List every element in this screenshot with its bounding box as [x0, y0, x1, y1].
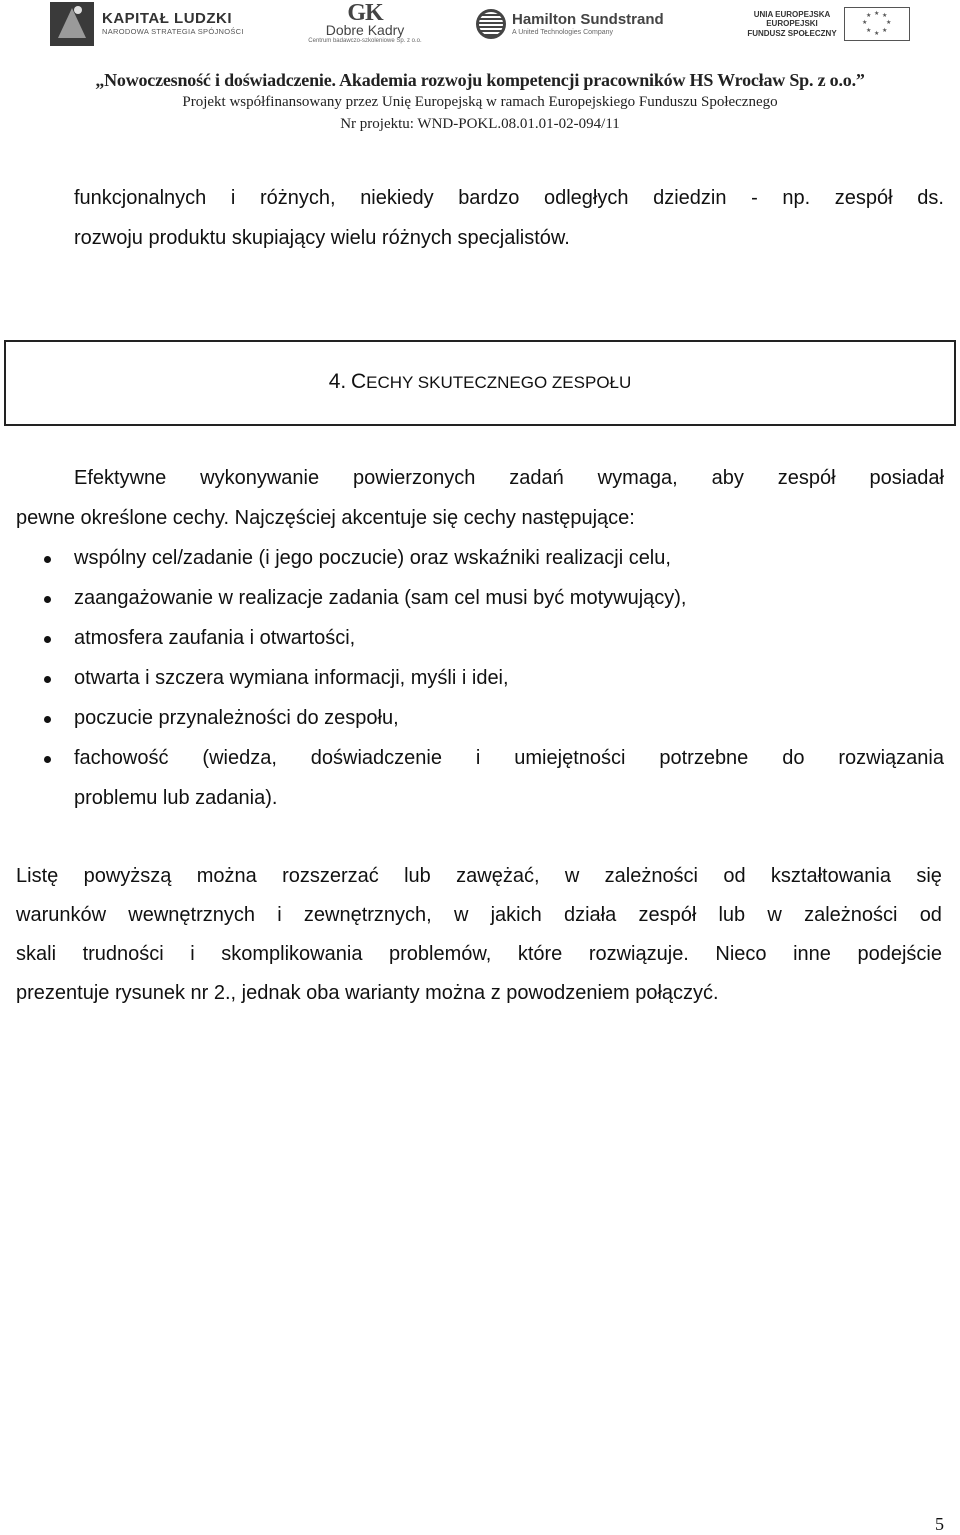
word: zespół	[777, 467, 836, 489]
eu-logo	[746, 2, 912, 46]
bullet-dot	[44, 716, 51, 723]
word: zawężać,	[456, 865, 540, 887]
eu-line1: UNIA EUROPEJSKA	[753, 9, 831, 19]
word: i	[190, 943, 195, 965]
eu-text	[746, 10, 838, 39]
bullet-item: atmosfera zaufania i otwartości,	[74, 627, 356, 649]
intro-line-1	[74, 186, 944, 210]
p2-line-3	[16, 942, 942, 966]
word: aby	[711, 467, 744, 489]
kapital-ludzki-sub: NARODOWA STRATEGIA SPÓJNOŚCI	[102, 27, 244, 36]
word: Listę	[16, 865, 59, 887]
project-title: „Nowoczesność i doświadczenie. Akademia rozwoju kompetencji pracowników HS Wrocław Sp. z o.o.”	[95, 70, 865, 90]
word: dziedzin	[653, 187, 727, 209]
word: w	[564, 865, 580, 887]
word: się	[916, 865, 942, 887]
word: bardzo	[458, 187, 520, 209]
word: powierzonych	[353, 467, 476, 489]
word: rozwiązuje.	[588, 943, 689, 965]
bullet-dot	[44, 596, 51, 603]
p2-line-2	[16, 903, 942, 927]
bullet-item: fachowość (wiedza, doświadczenie i umiejętności potrzebne do rozwiązania	[74, 747, 944, 769]
word: zespół	[638, 904, 697, 926]
p2-line-1	[16, 864, 942, 888]
hamilton-sub: A United Technologies Company	[512, 28, 614, 36]
section-heading	[6, 370, 954, 394]
bullet-item: otwarta i szczera wymiana informacji, myśli i idei,	[74, 667, 509, 689]
word: które	[517, 943, 563, 965]
word: lub	[718, 904, 746, 926]
word: np.	[782, 187, 811, 209]
word: trudności	[82, 943, 164, 965]
eu-flag-icon: ★ ★ ★ ★ ★ ★ ★ ★	[844, 7, 910, 41]
word: wymaga,	[597, 467, 678, 489]
word: w	[767, 904, 782, 926]
word: wykonywanie	[200, 467, 320, 489]
project-number: Nr projektu: WND-POKL.08.01.01-02-094/11	[340, 116, 620, 132]
word: i	[277, 904, 282, 926]
word: w	[453, 904, 469, 926]
word: skali	[16, 943, 57, 965]
eu-line3: FUNDUSZ SPOŁECZNY	[747, 28, 837, 38]
word: problemów,	[388, 943, 492, 965]
word: lub	[404, 865, 431, 887]
word: od	[723, 865, 746, 887]
p2-line-4: prezentuje rysunek nr 2., jednak oba warianty można z powodzeniem połączyć.	[16, 982, 719, 1004]
bullet-item: wspólny cel/zadanie (i jego poczucie) oraz wskaźniki realizacji celu,	[74, 547, 671, 569]
bullet-dot	[44, 636, 51, 643]
word: zespół	[834, 187, 893, 209]
logo-strip	[0, 0, 960, 60]
section-title-initial: C	[350, 370, 367, 393]
word: zależności	[604, 865, 699, 887]
word: od	[919, 904, 942, 926]
bullet-dot	[44, 756, 51, 763]
section-heading-box	[4, 340, 956, 426]
word: zewnętrznych,	[303, 904, 432, 926]
word: działa	[563, 904, 617, 926]
word: rozszerzać	[282, 865, 379, 887]
word: warunków	[16, 904, 107, 926]
bullet-dot	[44, 676, 51, 683]
word: niekiedy	[360, 187, 434, 209]
dobre-kadry-logo	[300, 2, 430, 46]
intro-line-2: rozwoju produktu skupiający wielu różnych specjalistów.	[74, 227, 570, 249]
word: posiadał	[869, 467, 944, 489]
hamilton-globe-icon	[476, 9, 506, 39]
section-number: 4.	[328, 370, 347, 393]
kapital-ludzki-icon	[50, 2, 94, 46]
p1-line-1	[74, 466, 944, 490]
dobre-kadry-name: Dobre Kadry	[325, 22, 405, 38]
word: skomplikowania	[221, 943, 363, 965]
kapital-ludzki-name: KAPITAŁ LUDZKI	[102, 10, 233, 27]
page-number: 5	[935, 1514, 944, 1534]
word: wewnętrznych	[128, 904, 255, 926]
cofinance-note: Projekt współfinansowany przez Unię Europejską w ramach Europejskiego Funduszu Społecznego	[182, 94, 778, 110]
word: powyższą	[83, 865, 172, 887]
word: można	[196, 865, 257, 887]
word: Nieco	[715, 943, 767, 965]
word: podejście	[857, 943, 942, 965]
word: -	[751, 187, 758, 209]
p1-line-2: pewne określone cechy. Najczęściej akcentuje się cechy następujące:	[16, 507, 635, 529]
hamilton-name: Hamilton Sundstrand	[512, 10, 664, 28]
word: Efektywne	[74, 467, 167, 489]
word: różnych,	[259, 187, 336, 209]
word: inne	[793, 943, 831, 965]
word: zadań	[509, 467, 564, 489]
word: funkcjonalnych	[74, 187, 207, 209]
word: zależności	[804, 904, 898, 926]
word: ds.	[917, 187, 944, 209]
word: kształtowania	[770, 865, 891, 887]
section-title-rest: ECHY SKUTECZNEGO ZESPOŁU	[366, 373, 632, 392]
kapital-ludzki-logo	[50, 2, 250, 46]
eu-line2: EUROPEJSKI	[766, 19, 818, 29]
bullet-item: zaangażowanie w realizacje zadania (sam cel musi być motywujący),	[74, 587, 687, 609]
bullet-item: poczucie przynależności do zespołu,	[74, 707, 399, 729]
dobre-kadry-mark: GK	[347, 0, 383, 26]
word: odległych	[543, 187, 629, 209]
dobre-kadry-sub: Centrum badawczo-szkoleniowe Sp. z o.o.	[308, 38, 422, 44]
bullet-dot	[44, 556, 51, 563]
bullet-item-continuation: problemu lub zadania).	[74, 787, 278, 809]
word: i	[230, 187, 236, 209]
word: jakich	[490, 904, 542, 926]
hamilton-sundstrand-logo	[476, 2, 706, 46]
